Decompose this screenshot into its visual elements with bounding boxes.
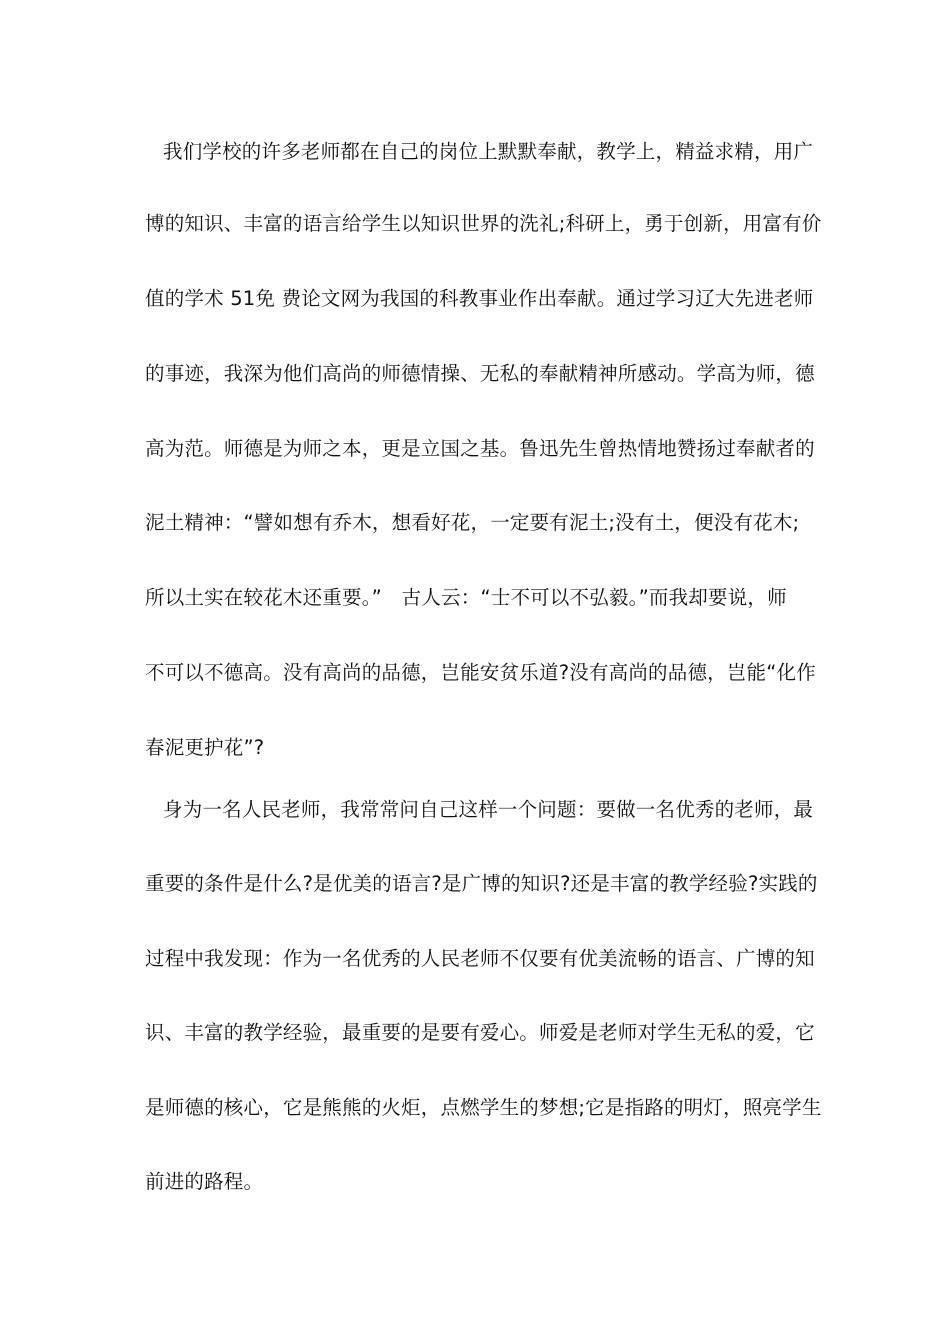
text-line: 不可以不德高。没有高尚的品德，岂能安贫乐道?没有高尚的品德，岂能“化作 [145, 661, 816, 684]
text-line: 高为范。师德是为师之本，更是立国之基。鲁迅先生曾热情地赞扬过奉献者的 [145, 437, 815, 460]
text-line: 过程中我发现：作为一名优秀的人民老师不仅要有优美流畅的语言、广博的知 [145, 947, 815, 970]
text-line: 是师德的核心，它是熊熊的火炬，点燃学生的梦想;它是指路的明灯，照亮学生 [145, 1096, 822, 1119]
text-line: 泥土精神：“譬如想有乔木，想看好花，一定要有泥土;没有土，便没有花木; [145, 511, 800, 534]
text-line: 前进的路程。 [145, 1170, 264, 1193]
text-line: 识、丰富的教学经验，最重要的是要有爱心。师爱是老师对学生无私的爱，它 [145, 1021, 815, 1044]
text-line: 我们学校的许多老师都在自己的岗位上默默奉献，教学上，精益求精，用广 [163, 140, 814, 163]
text-line: 的事迹，我深为他们高尚的师德情操、无私的奉献精神所感动。学高为师，德 [145, 362, 815, 385]
text-line: 博的知识、丰富的语言给学生以知识世界的洗礼;科研上，勇于创新，用富有价 [145, 212, 822, 235]
text-line: 重要的条件是什么?是优美的语言?是广博的知识?还是丰富的教学经验?实践的 [145, 872, 818, 895]
text-line: 春泥更护花”? [145, 736, 265, 759]
text-line: 身为一名人民老师，我常常问自己这样一个问题：要做一名优秀的老师，最 [163, 798, 814, 821]
text-line: 值的学术 51免 费论文网为我国的科教事业作出奉献。通过学习辽大先进老师 [145, 287, 814, 310]
text-line: 所以土实在较花木还重要。” 古人云：“士不可以不弘毅。”而我却要说，师 [145, 586, 787, 609]
